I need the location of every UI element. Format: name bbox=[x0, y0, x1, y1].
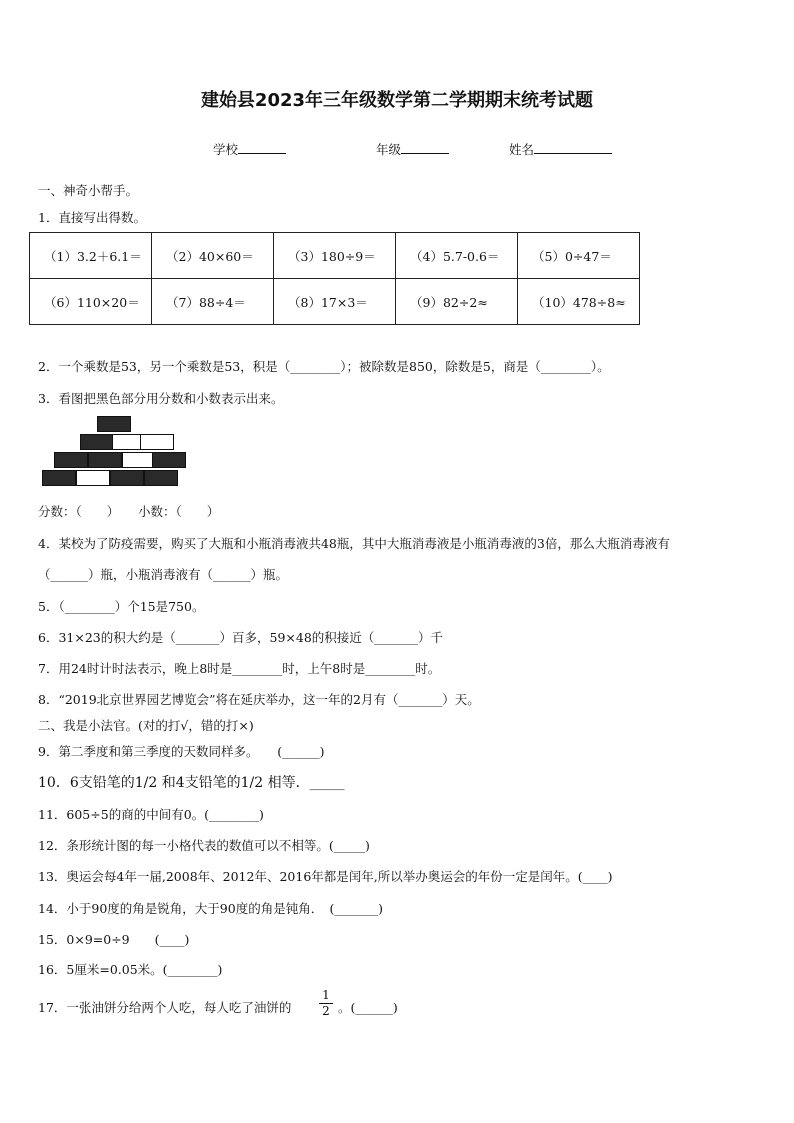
table-cell: （7）88÷4＝ bbox=[152, 279, 274, 325]
block bbox=[152, 452, 186, 468]
table-cell: （3）180÷9＝ bbox=[274, 233, 396, 279]
question-15: 15．0×9=0÷9 (____) bbox=[38, 932, 190, 947]
question-8: 8．“2019北京世界园艺博览会”将在延庆举办，这一年的2月有（_______）天。 bbox=[38, 692, 480, 707]
block bbox=[140, 434, 174, 450]
name-field bbox=[509, 140, 612, 158]
grade-blank[interactable] bbox=[401, 140, 449, 154]
question-3: 3．看图把黑色部分用分数和小数表示出来。 bbox=[38, 391, 284, 406]
grade-label: 年级 bbox=[376, 142, 402, 157]
question-10: 10．6支铅笔的1/2 和4支铅笔的1/2 相等．_____ bbox=[38, 775, 345, 791]
block-pyramid-figure bbox=[42, 416, 182, 488]
question-16: 16．5厘米=0.05米。(________) bbox=[38, 962, 223, 977]
question-17: 17．一张油饼分给两个人吃，每人吃了油饼的 bbox=[38, 1000, 292, 1015]
question-6: 6．31×23的积大约是（_______）百多，59×48的积接近（_______）千 bbox=[38, 630, 444, 645]
block bbox=[54, 452, 88, 468]
school-label: 学校 bbox=[213, 142, 239, 157]
block bbox=[76, 470, 110, 486]
table-cell: （1）3.2＋6.1＝ bbox=[30, 233, 152, 279]
fraction-denominator: 2 bbox=[322, 1004, 330, 1018]
name-blank[interactable] bbox=[534, 140, 612, 154]
block bbox=[110, 470, 144, 486]
question-4-line1: 4．某校为了防疫需要，购买了大瓶和小瓶消毒液共48瓶，其中大瓶消毒液是小瓶消毒液的3倍，那么大瓶消毒液有 bbox=[38, 536, 670, 551]
question-14: 14．小于90度的角是锐角，大于90度的角是钝角． (_______) bbox=[38, 901, 383, 916]
school-field bbox=[213, 140, 286, 158]
block bbox=[122, 452, 156, 468]
table-cell: （6）110×20＝ bbox=[30, 279, 152, 325]
block bbox=[88, 452, 122, 468]
question-5: 5．（________）个15是750。 bbox=[38, 599, 205, 614]
question-9: 9．第二季度和第三季度的天数同样多。 (______) bbox=[38, 744, 325, 759]
fraction-numerator: 1 bbox=[319, 988, 333, 1004]
question-11: 11．605÷5的商的中间有0。(________) bbox=[38, 807, 264, 822]
question-4-line2: （______）瓶，小瓶消毒液有（______）瓶。 bbox=[38, 567, 289, 582]
table-cell: （8）17×3＝ bbox=[274, 279, 396, 325]
table-row bbox=[30, 233, 640, 279]
question-13: 13．奥运会每4年一届,2008年、2012年、2016年都是闰年,所以举办奥运会的年份一定是闰年。(____) bbox=[38, 869, 613, 884]
block bbox=[42, 470, 76, 486]
table-cell: （2）40×60＝ bbox=[152, 233, 274, 279]
page-title: 建始县2023年三年级数学第二学期期末统考试题 bbox=[200, 90, 594, 111]
name-label: 姓名 bbox=[509, 142, 535, 157]
table-row bbox=[30, 279, 640, 325]
calculation-table bbox=[29, 232, 640, 325]
section1-heading: 一、神奇小帮手。 bbox=[38, 183, 139, 198]
question-3-answer: 分数：（ ） 小数：（ ） bbox=[38, 504, 220, 519]
question-17-tail: 。(______) bbox=[338, 1000, 398, 1015]
question-7: 7．用24时计时法表示，晚上8时是________时，上午8时是________时。 bbox=[38, 661, 441, 676]
table-cell: （9）82÷2≈ bbox=[396, 279, 518, 325]
block bbox=[80, 434, 114, 450]
section2-heading: 二、我是小法官。(对的打√，错的打×) bbox=[38, 718, 254, 733]
block bbox=[144, 470, 178, 486]
table-cell: （4）5.7-0.6＝ bbox=[396, 233, 518, 279]
block bbox=[97, 416, 131, 432]
question-1: 1．直接写出得数。 bbox=[38, 210, 146, 225]
school-blank[interactable] bbox=[238, 140, 286, 154]
grade-field bbox=[376, 140, 449, 158]
question-12: 12．条形统计图的每一小格代表的数值可以不相等。(_____) bbox=[38, 838, 370, 853]
table-cell: （10）478÷8≈ bbox=[518, 279, 640, 325]
question-2: 2．一个乘数是53，另一个乘数是53，积是（________）；被除数是850，除数是5，商是（________）。 bbox=[38, 359, 610, 374]
fraction-one-half bbox=[319, 988, 333, 1019]
table-cell: （5）0÷47＝ bbox=[518, 233, 640, 279]
